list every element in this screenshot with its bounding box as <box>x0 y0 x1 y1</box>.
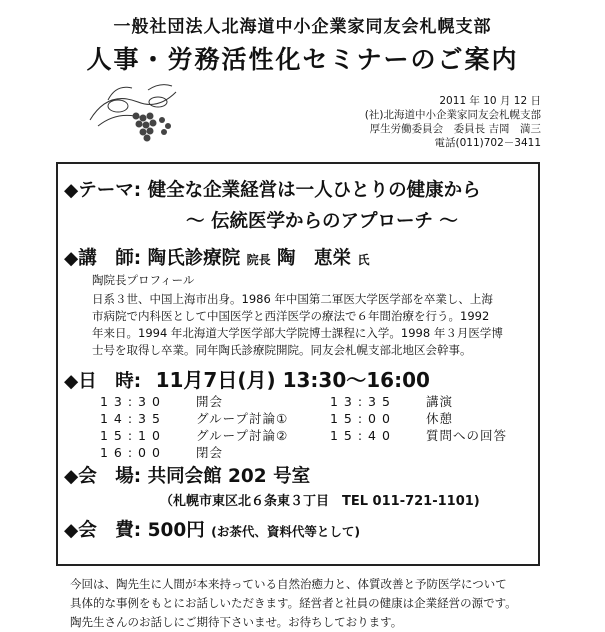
footer-line: 陶先生さんのお話しにご期待下さいませ。お待ちしております。 <box>70 615 403 629</box>
profile-line: 日系３世、中国上海市出身。1986 年中国第二軍医大学医学部を卒業し、上海 <box>92 292 493 306</box>
schedule-item: 1 4 : 3 5 グループ討論① <box>100 411 289 426</box>
datetime-value: 11月7日(月) 13:30～16:00 <box>155 368 430 392</box>
speaker-clinic: 陶氏診療院 <box>147 248 241 269</box>
profile-heading: 陶院長プロフィール <box>92 273 195 287</box>
datetime-row <box>64 364 430 393</box>
schedule-item: 1 5 : 4 0 質問への回答 <box>330 428 508 443</box>
schedule-item: 1 5 : 0 0 休憩 <box>330 411 454 426</box>
theme-text: 健全な企業経営は一人ひとりの健康から <box>147 180 481 201</box>
schedule-item: 1 6 : 0 0 閉会 <box>100 445 224 460</box>
profile-line: 年来日。1994 年北海道大学医学部大学院博士課程に入学。1998 年３月医学博 <box>92 326 503 340</box>
footer-line: 今回は、陶先生に人間が本来持っている自然治癒力と、体質改善と予防医学について <box>70 577 507 591</box>
fee-note: (お茶代、資料代等として) <box>211 524 361 539</box>
fee-amount: 500円 <box>147 520 205 541</box>
theme-row <box>64 176 481 202</box>
schedule-item: 1 3 : 3 5 講演 <box>330 394 454 409</box>
grape-illustration <box>88 80 180 146</box>
fee-row <box>64 516 360 542</box>
theme-subtitle: ～ 伝統医学からのアプローチ ～ <box>186 211 458 232</box>
venue-address: （札幌市東区北６条東３丁目 TEL 011-721-1101) <box>160 494 480 509</box>
page-title: 人事・労務活性化セミナーのご案内 <box>86 45 519 74</box>
issue-date: 2011 年 10 月 12 日 <box>439 95 541 107</box>
speaker-label: ◆講 師: <box>64 248 142 269</box>
datetime-label: ◆日 時: <box>64 371 142 392</box>
speaker-suffix: 氏 <box>357 253 370 267</box>
footer-line: 具体的な事例をもとにお話しいただきます。経営者と社員の健康は企業経営の源です。 <box>70 596 517 610</box>
theme-label: ◆テーマ: <box>64 180 142 201</box>
speaker-role: 院長 <box>246 253 271 267</box>
sender-phone: 電話(011)702－3411 <box>434 137 541 149</box>
schedule-item: 1 3 : 3 0 開会 <box>100 394 224 409</box>
speaker-row <box>64 244 370 270</box>
venue-label: ◆会 場: <box>64 466 142 487</box>
fee-label: ◆会 費: <box>64 520 142 541</box>
organization-name: 一般社団法人北海道中小企業家同友会札幌支部 <box>113 17 492 37</box>
sender-organization: (社)北海道中小企業家同友会札幌支部 <box>364 109 541 121</box>
schedule-item: 1 5 : 1 0 グループ討論② <box>100 428 289 443</box>
speaker-name: 陶 恵栄 <box>277 248 352 269</box>
venue-name: 共同会館 202 号室 <box>147 466 311 487</box>
venue-row <box>64 462 310 488</box>
profile-line: 士号を取得し卒業。同年陶氏診療院開院。同友会札幌支部北地区会幹事。 <box>92 343 472 357</box>
sender-committee: 厚生労働委員会 委員長 吉岡 満三 <box>369 123 541 135</box>
profile-line: 市病院で内科医として中国医学と西洋医学の療法で６年間治療を行う。1992 <box>92 309 490 323</box>
